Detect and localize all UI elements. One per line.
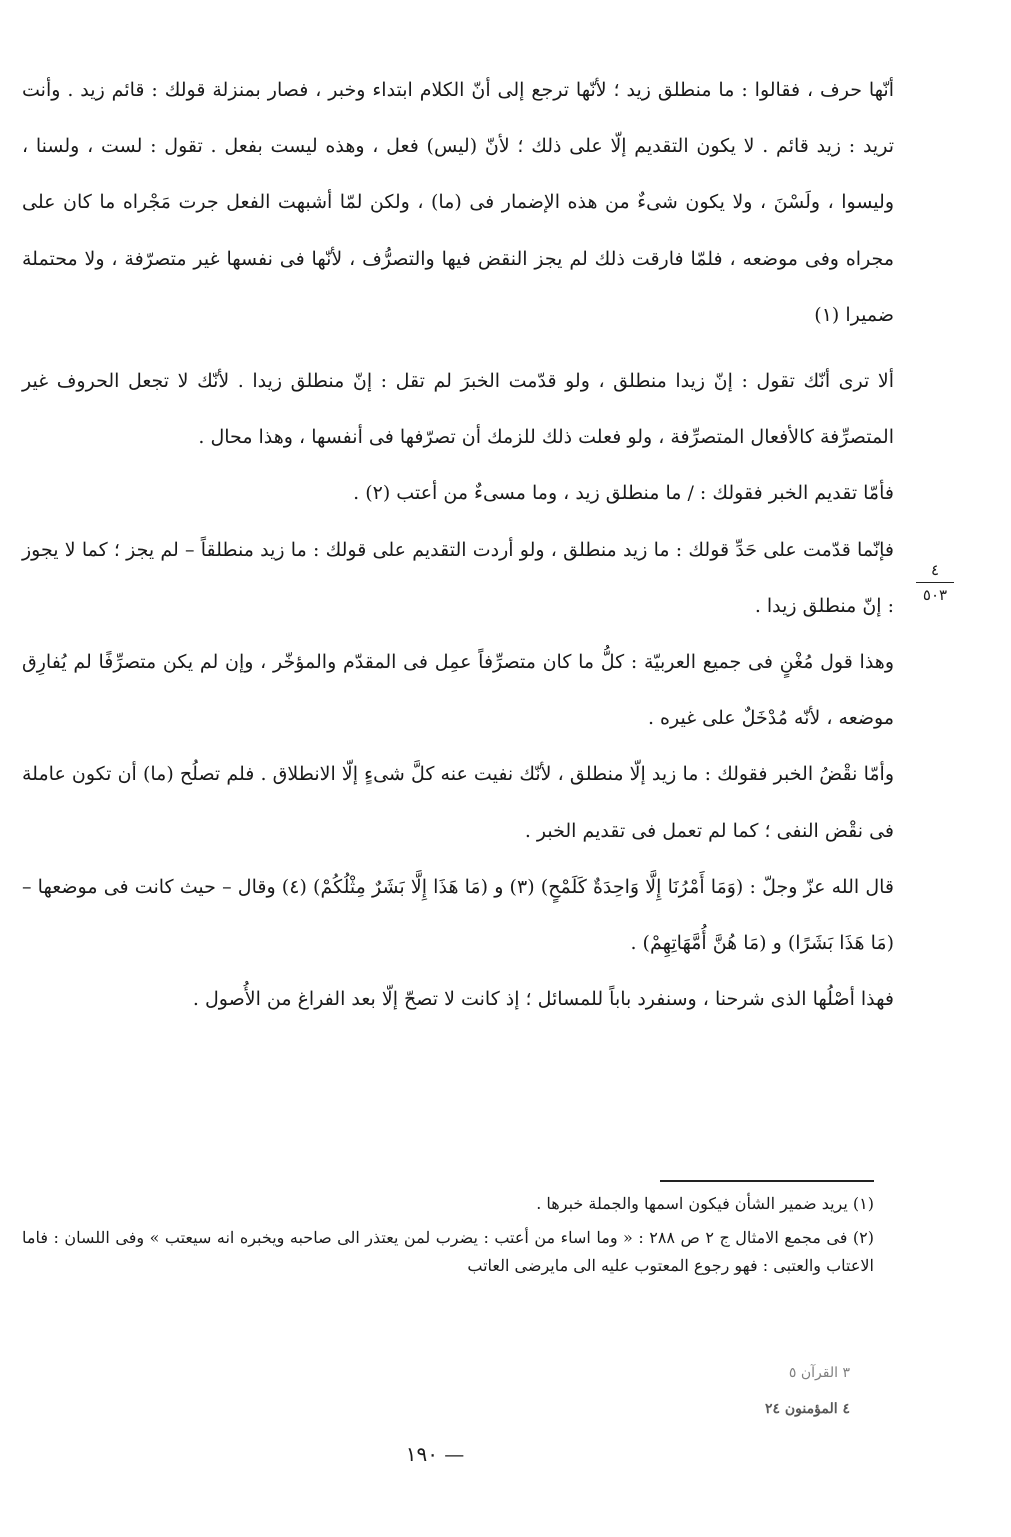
handwritten-reference-1: ٣ القرآن ٥ [788, 1365, 850, 1381]
footnotes [22, 1190, 874, 1286]
main-text [22, 62, 894, 1027]
footnote-divider [660, 1180, 874, 1182]
paragraph-5: وهذا قول مُغْنٍ فى جميع العربيّة : كلُّ ما كان متصرِّفاً عمِل فى المقدّم والمؤخّر ، وإن لم يكن متصرِّفًا لم يُفارِق موضعه ، لأنّه مُدْخَلٌ على غيره . [22, 651, 894, 730]
paragraph-1: أنّها حرف ، فقالوا : ما منطلق زيد ؛ لأنّها ترجع إلى أنّ الكلام ابتداء وخبر ، فصار بمنزلة قولك : قائم زيد . وأنت تريد : زيد قائم . لا يكون التقديم إلّا على ذلك ؛ لأنّ (ليس) فعل ، وهذه ليست بفعل . تقول : لست ، ولسنا ، وليسوا ، ولَسْنَ ، ولا يكون شىءٌ من هذه الإضمار فى (ما) ، ولكن لمّا أشبهت الفعل جرت مَجْراه ما كان على مجراه وفى موضعه ، فلمّا فارقت ذلك لم يجز النقض فيها والتصرُّف ، لأنّها فى نفسها غير متصرّفة ، ولا محتملة ضميرا (١) [22, 79, 894, 326]
paragraph-2: ألا ترى أنّك تقول : إنّ زيدا منطلق ، ولو قدّمت الخبرَ لم تقل : إنّ منطلق زيدا . لأنّك لا تجعل الحروف غير المتصرِّفة كالأفعال المتصرِّفة ، ولو فعلت ذلك للزمك أن تصرّفها فى أنفسها ، وهذا محال . [22, 370, 894, 449]
footnote-1: (١) يريد ضمير الشأن فيكون اسمها والجملة خبرها . [536, 1194, 874, 1213]
paragraph-4: فإنّما قدّمت على حَدِّ قولك : ما زيد منطلق ، ولو أردت التقديم على قولك : ما زيد منطلقاً – لم يجز ؛ كما لا يجوز : إنّ منطلق زيدا . [22, 538, 894, 617]
page-number: — ١٩٠ [405, 1442, 465, 1466]
paragraph-8: فهذا أصْلُها الذى شرحنا ، وسنفرد باباً للمسائل ؛ إذ كانت لا تصحّ إلّا بعد الفراغ من الأُصول . [192, 988, 894, 1011]
paragraph-7: قال الله عزّ وجلّ : (وَمَا أَمْرُنَا إِلَّا وَاحِدَةٌ كَلَمْحٍ) (٣) و (مَا هَذَا إِلَّا بَشَرٌ مِثْلُكُمْ) (٤) وقال – حيث كانت فى موضعها – (مَا هَذَا بَشَرًا) و (مَا هُنَّ أُمَّهَاتِهِمْ) . [22, 875, 895, 955]
handwritten-references [690, 1355, 850, 1427]
margin-reference-divider [916, 582, 954, 583]
paragraph-3: فأمّا تقديم الخبر فقولك : / ما منطلق زيد ، وما مسىءٌ من أعتب (٢) . [353, 482, 894, 505]
footnote-2: (٢) فى مجمع الامثال ج ٢ ص ٢٨٨ : « وما اساء من أعتب : يضرب لمن يعتذر الى صاحبه ويخبره انه سيعتب » وفى اللسان : فاما الاعتاب والعتبى : فهو رجوع المعتوب عليه الى مايرضى العاتب [22, 1228, 875, 1275]
margin-reference [912, 560, 958, 605]
handwritten-reference-2: ٤ المؤمنون ٢٤ [764, 1401, 850, 1417]
paragraph-6: وأمّا نقْضُ الخبر فقولك : ما زيد إلّا منطلق ، لأنّك نفيت عنه كلَّ شىءٍ إلّا الانطلاق . فلم تصلُح (ما) أن تكون عاملة فى نقْض النفى ؛ كما لم تعمل فى تقديم الخبر . [22, 763, 894, 842]
margin-reference-top: ٤ [930, 561, 940, 579]
margin-reference-bottom: ٥٠٣ [922, 586, 948, 604]
